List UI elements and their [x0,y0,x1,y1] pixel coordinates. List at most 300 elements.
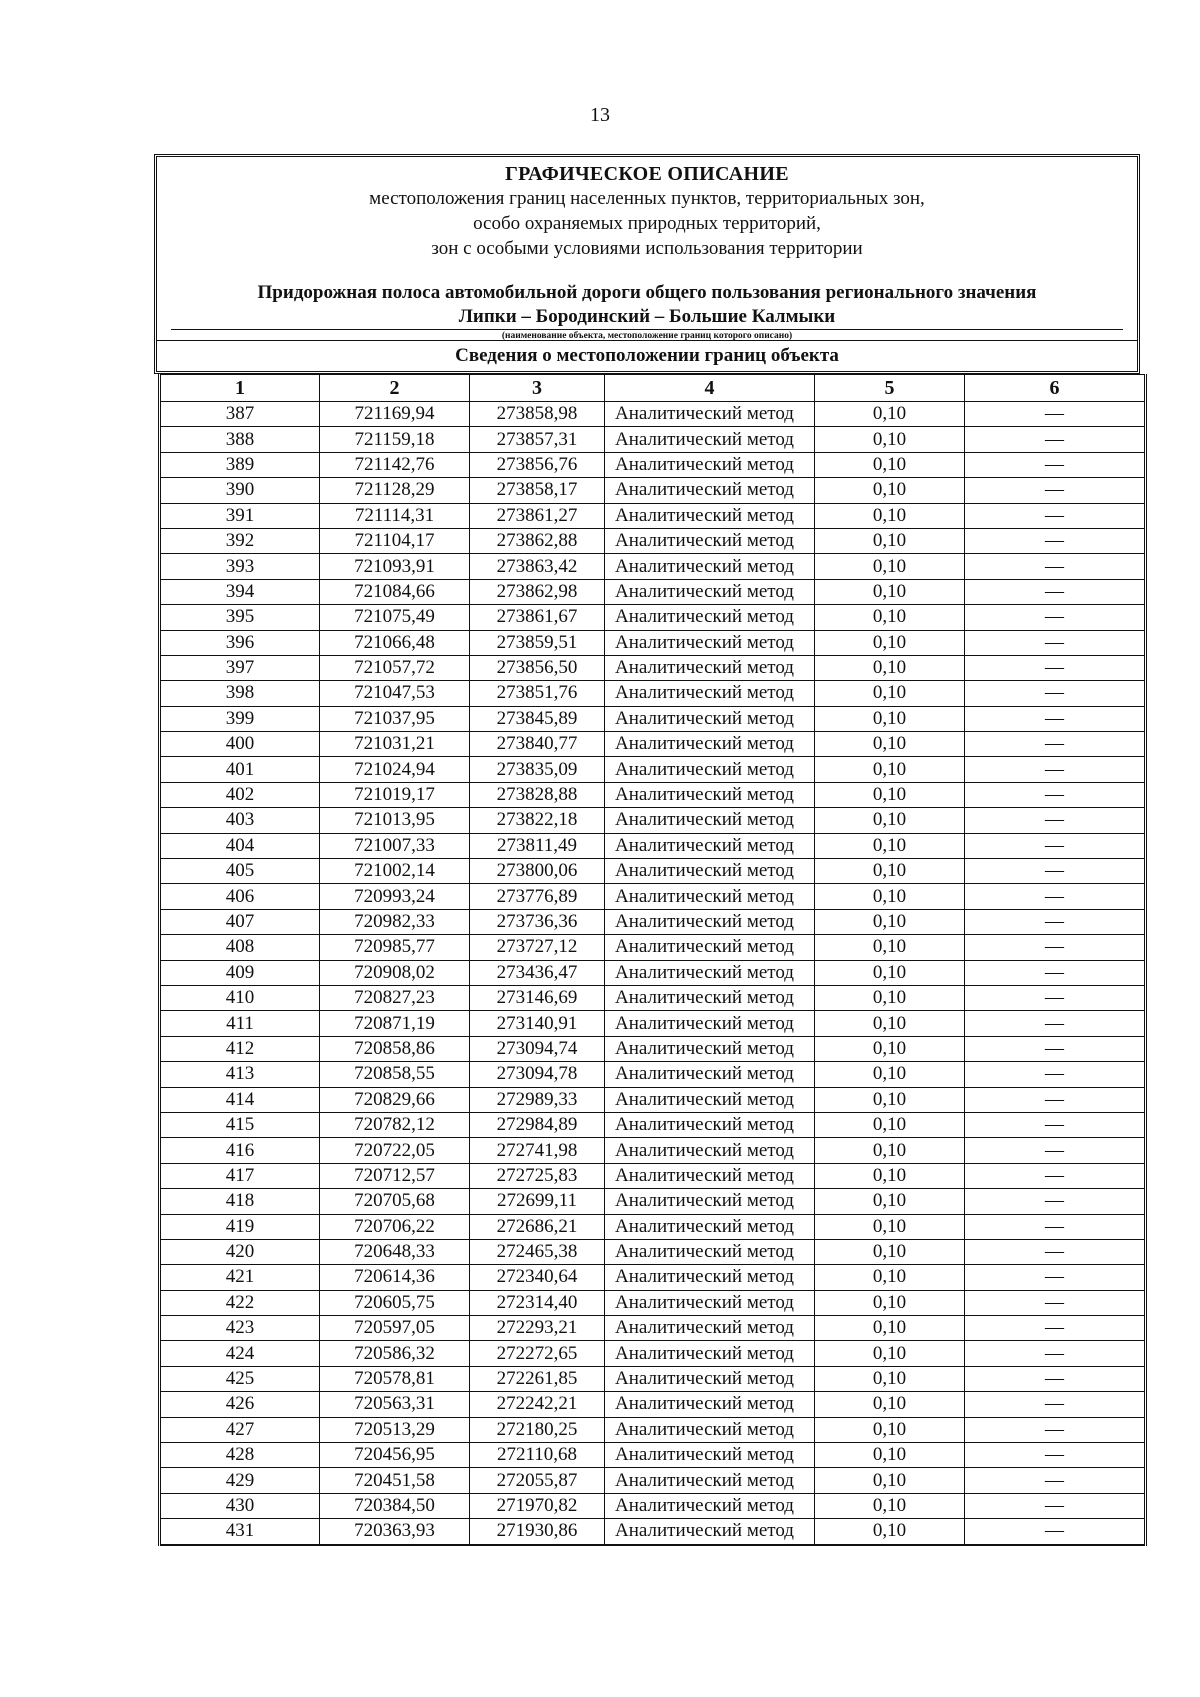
method-cell: Аналитический метод [605,655,815,680]
accuracy-cell: 0,10 [815,630,965,655]
x-coordinate-cell: 721007,33 [320,833,470,858]
description-cell: — [965,1493,1146,1518]
y-coordinate-cell: 273856,76 [470,452,605,477]
method-cell: Аналитический метод [605,859,815,884]
y-coordinate-cell: 273800,06 [470,859,605,884]
point-number-cell: 418 [160,1189,320,1214]
point-number-cell: 389 [160,452,320,477]
table-row [160,1214,1146,1239]
point-number-cell: 423 [160,1316,320,1341]
point-number-cell: 427 [160,1417,320,1442]
table-row [160,1493,1146,1518]
description-cell: — [965,1443,1146,1468]
point-number-cell: 402 [160,782,320,807]
point-number-cell: 391 [160,503,320,528]
y-coordinate-cell: 273140,91 [470,1011,605,1036]
description-cell: — [965,402,1146,427]
y-coordinate-cell: 273146,69 [470,985,605,1010]
x-coordinate-cell: 720513,29 [320,1417,470,1442]
method-cell: Аналитический метод [605,732,815,757]
point-number-cell: 413 [160,1062,320,1087]
y-coordinate-cell: 272699,11 [470,1189,605,1214]
x-coordinate-cell: 721128,29 [320,478,470,503]
x-coordinate-cell: 720614,36 [320,1265,470,1290]
y-coordinate-cell: 273828,88 [470,782,605,807]
point-number-cell: 390 [160,478,320,503]
x-coordinate-cell: 721114,31 [320,503,470,528]
x-coordinate-cell: 721031,21 [320,732,470,757]
x-coordinate-cell: 720908,02 [320,960,470,985]
point-number-cell: 403 [160,808,320,833]
table-row [160,1366,1146,1391]
y-coordinate-cell: 271970,82 [470,1493,605,1518]
coordinates-table [158,374,1147,1546]
table-row [160,808,1146,833]
description-cell: — [965,1341,1146,1366]
point-number-cell: 399 [160,706,320,731]
y-coordinate-cell: 273862,88 [470,528,605,553]
table-row [160,554,1146,579]
description-cell: — [965,503,1146,528]
table-row [160,1036,1146,1061]
x-coordinate-cell: 721142,76 [320,452,470,477]
method-cell: Аналитический метод [605,1366,815,1391]
accuracy-cell: 0,10 [815,1189,965,1214]
x-coordinate-cell: 720827,23 [320,985,470,1010]
x-coordinate-cell: 720363,93 [320,1519,470,1545]
x-coordinate-cell: 720993,24 [320,884,470,909]
accuracy-cell: 0,10 [815,782,965,807]
accuracy-cell: 0,10 [815,909,965,934]
y-coordinate-cell: 273861,67 [470,605,605,630]
method-cell: Аналитический метод [605,1316,815,1341]
method-cell: Аналитический метод [605,605,815,630]
accuracy-cell: 0,10 [815,757,965,782]
table-row [160,706,1146,731]
x-coordinate-cell: 721159,18 [320,427,470,452]
method-cell: Аналитический метод [605,1138,815,1163]
method-cell: Аналитический метод [605,1290,815,1315]
method-cell: Аналитический метод [605,1087,815,1112]
point-number-cell: 405 [160,859,320,884]
y-coordinate-cell: 272314,40 [470,1290,605,1315]
y-coordinate-cell: 273858,17 [470,478,605,503]
method-cell: Аналитический метод [605,1239,815,1264]
x-coordinate-cell: 721057,72 [320,655,470,680]
point-number-cell: 426 [160,1392,320,1417]
table-row [160,681,1146,706]
description-cell: — [965,1519,1146,1545]
description-cell: — [965,1239,1146,1264]
accuracy-cell: 0,10 [815,681,965,706]
table-row [160,1341,1146,1366]
table-row [160,427,1146,452]
accuracy-cell: 0,10 [815,655,965,680]
accuracy-cell: 0,10 [815,1062,965,1087]
x-coordinate-cell: 720456,95 [320,1443,470,1468]
table-row [160,782,1146,807]
accuracy-cell: 0,10 [815,1316,965,1341]
x-coordinate-cell: 720648,33 [320,1239,470,1264]
point-number-cell: 429 [160,1468,320,1493]
point-number-cell: 419 [160,1214,320,1239]
description-cell: — [965,427,1146,452]
object-caption: (наименование объекта, местоположение границ которого описано) [501,331,793,341]
x-coordinate-cell: 720829,66 [320,1087,470,1112]
accuracy-cell: 0,10 [815,935,965,960]
accuracy-cell: 0,10 [815,985,965,1010]
description-cell: — [965,579,1146,604]
column-header: 5 [815,375,965,402]
table-row [160,1189,1146,1214]
y-coordinate-cell: 273436,47 [470,960,605,985]
y-coordinate-cell: 273736,36 [470,909,605,934]
y-coordinate-cell: 273862,98 [470,579,605,604]
description-cell: — [965,452,1146,477]
description-cell: — [965,833,1146,858]
subtitle-line-2: особо охраняемых природных территорий, [473,213,821,234]
page-number: 13 [590,104,610,126]
x-coordinate-cell: 721019,17 [320,782,470,807]
accuracy-cell: 0,10 [815,528,965,553]
accuracy-cell: 0,10 [815,452,965,477]
accuracy-cell: 0,10 [815,1112,965,1137]
x-coordinate-cell: 720605,75 [320,1290,470,1315]
accuracy-cell: 0,10 [815,1366,965,1391]
description-cell: — [965,706,1146,731]
description-cell: — [965,1417,1146,1442]
method-cell: Аналитический метод [605,1163,815,1188]
description-cell: — [965,1214,1146,1239]
point-number-cell: 395 [160,605,320,630]
y-coordinate-cell: 272989,33 [470,1087,605,1112]
y-coordinate-cell: 273859,51 [470,630,605,655]
accuracy-cell: 0,10 [815,478,965,503]
point-number-cell: 407 [160,909,320,934]
description-cell: — [965,1189,1146,1214]
method-cell: Аналитический метод [605,909,815,934]
description-cell: — [965,1163,1146,1188]
method-cell: Аналитический метод [605,528,815,553]
y-coordinate-cell: 273840,77 [470,732,605,757]
y-coordinate-cell: 272261,85 [470,1366,605,1391]
description-cell: — [965,1265,1146,1290]
accuracy-cell: 0,10 [815,1468,965,1493]
method-cell: Аналитический метод [605,757,815,782]
description-cell: — [965,1062,1146,1087]
accuracy-cell: 0,10 [815,554,965,579]
accuracy-cell: 0,10 [815,402,965,427]
description-cell: — [965,681,1146,706]
y-coordinate-cell: 272984,89 [470,1112,605,1137]
method-cell: Аналитический метод [605,1189,815,1214]
method-cell: Аналитический метод [605,427,815,452]
accuracy-cell: 0,10 [815,1493,965,1518]
accuracy-cell: 0,10 [815,1392,965,1417]
subtitle-line-1: местоположения границ населенных пунктов, территориальных зон, [369,188,925,209]
accuracy-cell: 0,10 [815,1239,965,1264]
table-row [160,1468,1146,1493]
table-row [160,1290,1146,1315]
description-cell: — [965,478,1146,503]
x-coordinate-cell: 721066,48 [320,630,470,655]
table-row [160,757,1146,782]
point-number-cell: 430 [160,1493,320,1518]
description-cell: — [965,1316,1146,1341]
accuracy-cell: 0,10 [815,605,965,630]
x-coordinate-cell: 721002,14 [320,859,470,884]
point-number-cell: 396 [160,630,320,655]
description-cell: — [965,605,1146,630]
method-cell: Аналитический метод [605,1341,815,1366]
description-cell: — [965,960,1146,985]
accuracy-cell: 0,10 [815,833,965,858]
x-coordinate-cell: 721047,53 [320,681,470,706]
table-row [160,1163,1146,1188]
y-coordinate-cell: 273822,18 [470,808,605,833]
table-row [160,884,1146,909]
accuracy-cell: 0,10 [815,884,965,909]
table-row [160,985,1146,1010]
accuracy-cell: 0,10 [815,1290,965,1315]
y-coordinate-cell: 273857,31 [470,427,605,452]
x-coordinate-cell: 720722,05 [320,1138,470,1163]
accuracy-cell: 0,10 [815,1443,965,1468]
method-cell: Аналитический метод [605,452,815,477]
section-heading: Сведения о местоположении границ объекта [157,340,1137,371]
point-number-cell: 412 [160,1036,320,1061]
table-row [160,402,1146,427]
table-row [160,1087,1146,1112]
method-cell: Аналитический метод [605,884,815,909]
x-coordinate-cell: 720451,58 [320,1468,470,1493]
x-coordinate-cell: 721075,49 [320,605,470,630]
y-coordinate-cell: 272686,21 [470,1214,605,1239]
method-cell: Аналитический метод [605,1265,815,1290]
accuracy-cell: 0,10 [815,859,965,884]
table-row [160,1519,1146,1545]
accuracy-cell: 0,10 [815,1138,965,1163]
method-cell: Аналитический метод [605,503,815,528]
description-cell: — [965,1138,1146,1163]
table-row [160,1011,1146,1036]
table-row [160,452,1146,477]
x-coordinate-cell: 720578,81 [320,1366,470,1391]
method-cell: Аналитический метод [605,1417,815,1442]
point-number-cell: 409 [160,960,320,985]
method-cell: Аналитический метод [605,681,815,706]
y-coordinate-cell: 273811,49 [470,833,605,858]
table-row [160,1112,1146,1137]
point-number-cell: 398 [160,681,320,706]
table-row [160,1443,1146,1468]
table-body [160,402,1146,1545]
method-cell: Аналитический метод [605,1519,815,1545]
y-coordinate-cell: 272293,21 [470,1316,605,1341]
point-number-cell: 406 [160,884,320,909]
accuracy-cell: 0,10 [815,1214,965,1239]
method-cell: Аналитический метод [605,1036,815,1061]
x-coordinate-cell: 721093,91 [320,554,470,579]
y-coordinate-cell: 273094,74 [470,1036,605,1061]
table-row [160,732,1146,757]
table-row [160,655,1146,680]
y-coordinate-cell: 272110,68 [470,1443,605,1468]
accuracy-cell: 0,10 [815,1163,965,1188]
point-number-cell: 411 [160,1011,320,1036]
subtitle-line-3: зон с особыми условиями использования территории [431,238,863,259]
table-row [160,859,1146,884]
description-cell: — [965,1036,1146,1061]
table-row [160,1265,1146,1290]
table-row [160,960,1146,985]
method-cell: Аналитический метод [605,478,815,503]
table-row [160,579,1146,604]
y-coordinate-cell: 273094,78 [470,1062,605,1087]
object-title-line-1: Придорожная полоса автомобильной дороги общего пользования регионального значения [257,282,1037,303]
description-cell: — [965,732,1146,757]
x-coordinate-cell: 720985,77 [320,935,470,960]
table-row [160,630,1146,655]
description-cell: — [965,1468,1146,1493]
point-number-cell: 417 [160,1163,320,1188]
point-number-cell: 410 [160,985,320,1010]
y-coordinate-cell: 272465,38 [470,1239,605,1264]
method-cell: Аналитический метод [605,985,815,1010]
table-row [160,503,1146,528]
accuracy-cell: 0,10 [815,1087,965,1112]
method-cell: Аналитический метод [605,782,815,807]
y-coordinate-cell: 273776,89 [470,884,605,909]
table-row [160,1316,1146,1341]
description-cell: — [965,1112,1146,1137]
table-header-row [160,375,1146,402]
table-row [160,1062,1146,1087]
description-cell: — [965,528,1146,553]
x-coordinate-cell: 720871,19 [320,1011,470,1036]
point-number-cell: 414 [160,1087,320,1112]
y-coordinate-cell: 273727,12 [470,935,605,960]
point-number-cell: 428 [160,1443,320,1468]
y-coordinate-cell: 272725,83 [470,1163,605,1188]
y-coordinate-cell: 273845,89 [470,706,605,731]
point-number-cell: 421 [160,1265,320,1290]
description-cell: — [965,1087,1146,1112]
point-number-cell: 404 [160,833,320,858]
description-cell: — [965,909,1146,934]
table-row [160,1392,1146,1417]
method-cell: Аналитический метод [605,1011,815,1036]
table-row [160,833,1146,858]
method-cell: Аналитический метод [605,402,815,427]
y-coordinate-cell: 273861,27 [470,503,605,528]
x-coordinate-cell: 721084,66 [320,579,470,604]
x-coordinate-cell: 720712,57 [320,1163,470,1188]
description-cell: — [965,1011,1146,1036]
accuracy-cell: 0,10 [815,1036,965,1061]
method-cell: Аналитический метод [605,579,815,604]
x-coordinate-cell: 721104,17 [320,528,470,553]
point-number-cell: 397 [160,655,320,680]
accuracy-cell: 0,10 [815,1519,965,1545]
table-row [160,1138,1146,1163]
point-number-cell: 420 [160,1239,320,1264]
method-cell: Аналитический метод [605,1214,815,1239]
point-number-cell: 394 [160,579,320,604]
description-cell: — [965,630,1146,655]
y-coordinate-cell: 271930,86 [470,1519,605,1545]
point-number-cell: 425 [160,1366,320,1391]
column-header: 6 [965,375,1146,402]
x-coordinate-cell: 720782,12 [320,1112,470,1137]
x-coordinate-cell: 720705,68 [320,1189,470,1214]
point-number-cell: 431 [160,1519,320,1545]
point-number-cell: 401 [160,757,320,782]
y-coordinate-cell: 273858,98 [470,402,605,427]
method-cell: Аналитический метод [605,1392,815,1417]
description-cell: — [965,1392,1146,1417]
description-cell: — [965,808,1146,833]
method-cell: Аналитический метод [605,1443,815,1468]
y-coordinate-cell: 272242,21 [470,1392,605,1417]
y-coordinate-cell: 272180,25 [470,1417,605,1442]
description-cell: — [965,1290,1146,1315]
y-coordinate-cell: 273835,09 [470,757,605,782]
method-cell: Аналитический метод [605,960,815,985]
table-row [160,1239,1146,1264]
method-cell: Аналитический метод [605,554,815,579]
table-row [160,909,1146,934]
object-title-line-2: Липки – Бородинский – Большие Калмыки [458,306,836,327]
accuracy-cell: 0,10 [815,1265,965,1290]
method-cell: Аналитический метод [605,935,815,960]
accuracy-cell: 0,10 [815,808,965,833]
y-coordinate-cell: 273856,50 [470,655,605,680]
description-cell: — [965,757,1146,782]
method-cell: Аналитический метод [605,833,815,858]
accuracy-cell: 0,10 [815,579,965,604]
description-cell: — [965,859,1146,884]
accuracy-cell: 0,10 [815,706,965,731]
point-number-cell: 422 [160,1290,320,1315]
x-coordinate-cell: 720563,31 [320,1392,470,1417]
description-cell: — [965,1366,1146,1391]
column-header: 3 [470,375,605,402]
description-cell: — [965,884,1146,909]
x-coordinate-cell: 720586,32 [320,1341,470,1366]
point-number-cell: 416 [160,1138,320,1163]
method-cell: Аналитический метод [605,706,815,731]
method-cell: Аналитический метод [605,1112,815,1137]
x-coordinate-cell: 720982,33 [320,909,470,934]
description-cell: — [965,985,1146,1010]
point-number-cell: 400 [160,732,320,757]
accuracy-cell: 0,10 [815,732,965,757]
point-number-cell: 388 [160,427,320,452]
description-cell: — [965,782,1146,807]
table-row [160,1417,1146,1442]
point-number-cell: 424 [160,1341,320,1366]
accuracy-cell: 0,10 [815,960,965,985]
y-coordinate-cell: 273851,76 [470,681,605,706]
method-cell: Аналитический метод [605,808,815,833]
y-coordinate-cell: 272055,87 [470,1468,605,1493]
x-coordinate-cell: 721013,95 [320,808,470,833]
y-coordinate-cell: 272741,98 [470,1138,605,1163]
description-cell: — [965,554,1146,579]
table-row [160,605,1146,630]
x-coordinate-cell: 721037,95 [320,706,470,731]
